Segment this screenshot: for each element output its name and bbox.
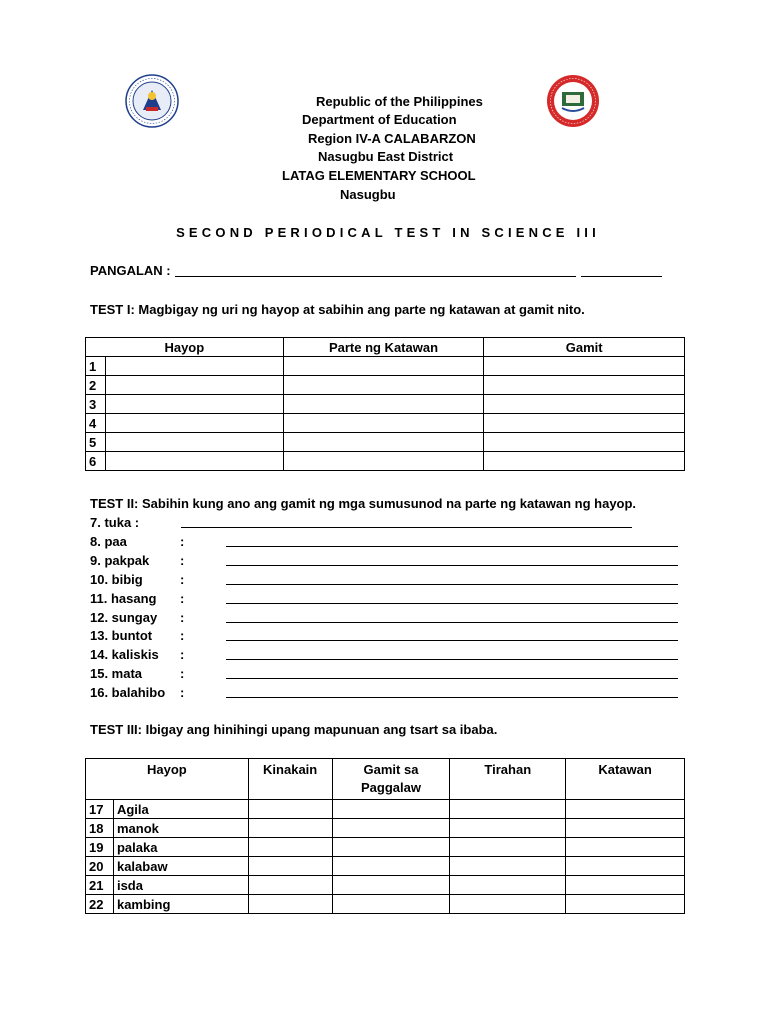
answer-cell[interactable] (332, 800, 450, 819)
question-label: 8. paa (90, 534, 127, 549)
table-row (86, 857, 685, 876)
name-label: PANGALAN : (90, 263, 171, 278)
answer-cell[interactable] (105, 414, 283, 433)
answer-line[interactable] (181, 527, 632, 528)
answer-cell[interactable] (566, 819, 685, 838)
table-header-row (86, 759, 685, 800)
header-region: Region IV-A CALABARZON (308, 131, 476, 146)
header-gamit-sa-paggalaw: Gamit sa Paggalaw (332, 759, 450, 800)
question-label: 16. balahibo (90, 685, 166, 700)
answer-cell[interactable] (248, 895, 332, 914)
table-header-row (86, 338, 685, 357)
animal-name: kalabaw (113, 857, 248, 876)
header-hayop: Hayop (86, 338, 284, 357)
question-colon: : (180, 610, 185, 625)
table-row (86, 433, 685, 452)
question-7-label: 7. tuka : (90, 515, 140, 530)
table-row (86, 819, 685, 838)
answer-cell[interactable] (450, 876, 566, 895)
question-colon: : (180, 553, 185, 568)
question-label: 12. sungay (90, 610, 158, 625)
answer-cell[interactable] (332, 895, 450, 914)
answer-cell[interactable] (283, 452, 484, 471)
answer-cell[interactable] (450, 838, 566, 857)
deped-seal-icon (125, 74, 179, 128)
table-row (86, 357, 685, 376)
row-number: 20 (86, 857, 114, 876)
animal-name: isda (113, 876, 248, 895)
answer-cell[interactable] (332, 857, 450, 876)
row-number: 19 (86, 838, 114, 857)
table-row (86, 800, 685, 819)
answer-cell[interactable] (450, 800, 566, 819)
question-colon: : (180, 685, 185, 700)
test1-instruction: TEST I: Magbigay ng uri ng hayop at sabihin ang parte ng katawan at gamit nito. (90, 302, 585, 317)
table-row (86, 376, 685, 395)
answer-cell[interactable] (484, 395, 685, 414)
header-katawan: Katawan (566, 759, 685, 800)
answer-cell[interactable] (332, 838, 450, 857)
answer-cell[interactable] (566, 876, 685, 895)
answer-cell[interactable] (105, 452, 283, 471)
answer-cell[interactable] (566, 838, 685, 857)
question-colon: : (180, 647, 185, 662)
answer-line[interactable] (226, 565, 678, 566)
answer-cell[interactable] (450, 857, 566, 876)
test-title: SECOND PERIODICAL TEST IN SCIENCE III (176, 225, 600, 240)
header-kinakain: Kinakain (248, 759, 332, 800)
answer-cell[interactable] (450, 819, 566, 838)
header-department: Department of Education (302, 112, 457, 127)
table-row (86, 876, 685, 895)
answer-cell[interactable] (283, 395, 484, 414)
question-label: 11. hasang (90, 591, 157, 606)
answer-cell[interactable] (484, 414, 685, 433)
row-number: 3 (86, 395, 106, 414)
answer-line[interactable] (226, 659, 678, 660)
row-number: 21 (86, 876, 114, 895)
header-tirahan: Tirahan (450, 759, 566, 800)
answer-line[interactable] (226, 603, 678, 604)
answer-cell[interactable] (105, 395, 283, 414)
answer-line[interactable] (226, 622, 678, 623)
animal-name: manok (113, 819, 248, 838)
answer-cell[interactable] (248, 876, 332, 895)
answer-cell[interactable] (283, 357, 484, 376)
answer-cell[interactable] (283, 433, 484, 452)
row-number: 2 (86, 376, 106, 395)
row-number: 6 (86, 452, 106, 471)
test1-table (85, 337, 685, 471)
answer-line[interactable] (226, 584, 678, 585)
answer-line[interactable] (226, 640, 678, 641)
row-number: 17 (86, 800, 114, 819)
question-label: 9. pakpak (90, 553, 150, 568)
row-number: 22 (86, 895, 114, 914)
table-row (86, 395, 685, 414)
answer-cell[interactable] (484, 452, 685, 471)
answer-cell[interactable] (248, 838, 332, 857)
answer-cell[interactable] (283, 376, 484, 395)
row-number: 4 (86, 414, 106, 433)
question-colon: : (180, 628, 185, 643)
header-hayop: Hayop (86, 759, 249, 800)
answer-cell[interactable] (105, 433, 283, 452)
answer-cell[interactable] (332, 876, 450, 895)
question-colon: : (180, 572, 185, 587)
answer-cell[interactable] (105, 357, 283, 376)
answer-cell[interactable] (248, 800, 332, 819)
row-number: 5 (86, 433, 106, 452)
name-blank[interactable] (175, 276, 576, 277)
table-row (86, 452, 685, 471)
answer-cell[interactable] (566, 857, 685, 876)
table-row (86, 838, 685, 857)
question-colon: : (180, 534, 185, 549)
table-row (86, 414, 685, 433)
answer-cell[interactable] (484, 376, 685, 395)
test3-table (85, 758, 685, 914)
animal-name: kambing (113, 895, 248, 914)
header-town: Nasugbu (340, 187, 396, 202)
question-label: 10. bibig (90, 572, 143, 587)
answer-cell[interactable] (566, 895, 685, 914)
test3-instruction: TEST III: Ibigay ang hinihingi upang mapunuan ang tsart sa ibaba. (90, 722, 498, 737)
question-colon: : (180, 666, 185, 681)
test2-instruction: TEST II: Sabihin kung ano ang gamit ng mga sumusunod na parte ng katawan ng hayop. (90, 496, 637, 511)
answer-cell[interactable] (484, 433, 685, 452)
header-parte: Parte ng Katawan (283, 338, 484, 357)
row-number: 18 (86, 819, 114, 838)
animal-name: Agila (113, 800, 248, 819)
question-colon: : (180, 591, 185, 606)
answer-cell[interactable] (332, 819, 450, 838)
question-label: 14. kaliskis (90, 647, 159, 662)
answer-cell[interactable] (248, 857, 332, 876)
header-republic: Republic of the Philippines (316, 94, 483, 109)
answer-cell[interactable] (248, 819, 332, 838)
answer-cell[interactable] (566, 800, 685, 819)
row-number: 1 (86, 357, 106, 376)
table-row (86, 895, 685, 914)
answer-line[interactable] (226, 678, 678, 679)
header-school: LATAG ELEMENTARY SCHOOL (282, 168, 476, 183)
animal-name: palaka (113, 838, 248, 857)
answer-cell[interactable] (283, 414, 484, 433)
question-label: 15. mata (90, 666, 143, 681)
answer-line[interactable] (226, 697, 678, 698)
answer-cell[interactable] (484, 357, 685, 376)
header-district: Nasugbu East District (318, 149, 454, 164)
answer-line[interactable] (226, 546, 678, 547)
header-gamit: Gamit (484, 338, 685, 357)
extra-blank[interactable] (581, 276, 662, 277)
answer-cell[interactable] (105, 376, 283, 395)
answer-cell[interactable] (450, 895, 566, 914)
question-label: 13. buntot (90, 628, 153, 643)
